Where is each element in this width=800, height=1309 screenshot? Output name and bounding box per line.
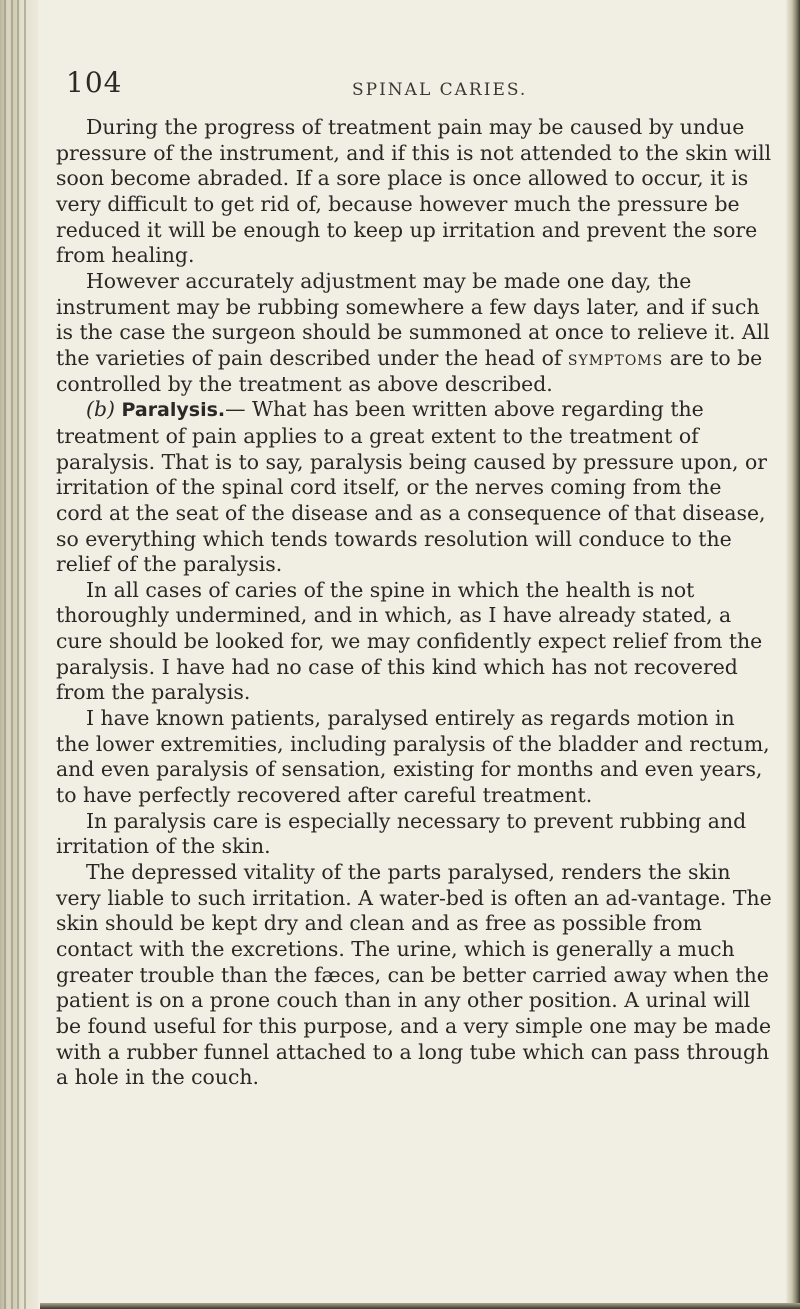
binding-gutter	[0, 0, 38, 1309]
running-head: SPINAL CARIES.	[352, 80, 528, 100]
section-heading: Paralysis.	[121, 399, 226, 422]
paragraph-text: However accurately adjustment may be made one day, the instrument may be rubbing somewhere a few days later, and if such is the case the surgeon should be summoned at once to relieve it. All the varieties of pain described under the head of	[56, 268, 770, 370]
paragraph	[56, 269, 772, 397]
page-header	[0, 66, 800, 106]
paragraph: The depressed vitality of the parts paralysed, renders the skin very liable to such irritation. A water-bed is often an ad-vantage. The skin should be kept dry and clean and as free as possible from contact with the excretions. The urine, which is generally a much greater trouble than the fæces, can be better carried away when the patient is on a prone couch than in any other position. A urinal will be found useful for this purpose, and a very simple one may be made with a rubber funnel attached to a long tube which can pass through a hole in the couch.	[56, 860, 772, 1090]
section-label: (b)	[86, 397, 115, 422]
paragraph: I have known patients, paralysed entirely as regards motion in the lower extremities, including paralysis of the bladder and rectum, and even paralysis of sensation, existing for months and even years, to have perfectly recovered after careful treatment.	[56, 706, 770, 808]
page-bottom-edge	[40, 1303, 800, 1309]
gutter-line	[11, 0, 13, 1309]
gutter-line	[17, 0, 19, 1309]
paragraph-text: are to be controlled by the treatment as above described.	[56, 345, 763, 396]
page-edge-shadow	[786, 0, 800, 1309]
paragraph: In paralysis care is especially necessary to prevent rubbing and irritation of the skin.	[56, 808, 747, 859]
paragraph: During the progress of treatment pain may be caused by undue pressure of the instrument, and if this is not attended to the skin will soon become abraded. If a sore place is once allowed to occur, it is very difficult to get rid of, because however much the pressure be reduced it will be enough to keep up irritation and prevent the sore from healing.	[56, 115, 772, 268]
page-number: 104	[66, 66, 123, 99]
small-caps-term: symptoms	[567, 345, 664, 370]
body-text	[56, 115, 772, 1091]
paragraph	[56, 397, 772, 578]
gutter-line	[4, 0, 6, 1309]
paragraph-text: — What has been written above regarding the treatment of pain applies to a great extent to the treatment of paralysis. That is to say, paralysis being caused by pressure upon, or irritation of the spinal cord itself, or the nerves coming from the cord at the seat of the disease and as a consequence of that disease, so everything which tends towards resolution will conduce to the relief of the paralysis.	[56, 397, 767, 577]
paragraph: In all cases of caries of the spine in which the health is not thoroughly undermined, and in which, as I have already stated, a cure should be looked for, we may confidently expect relief from the paralysis. I have had no case of this kind which has not recovered from the paralysis.	[56, 577, 763, 705]
gutter-line	[24, 0, 26, 1309]
